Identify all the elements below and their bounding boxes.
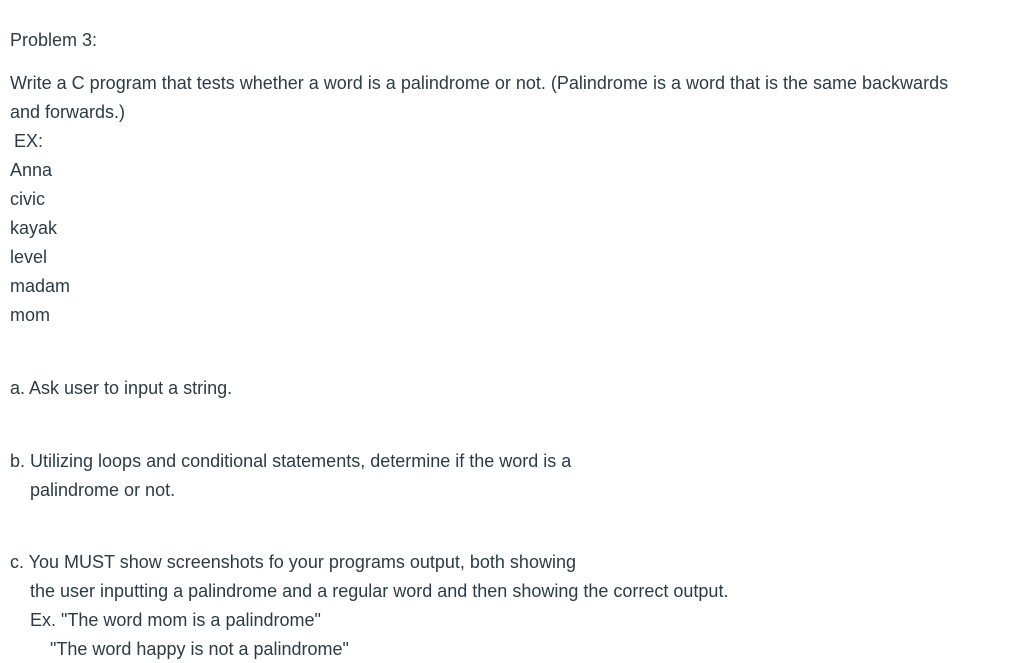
part-c-line-2: the user inputting a palindrome and a regular word and then showing the correct output. (30, 581, 729, 601)
example-label: EX: (14, 131, 44, 151)
example-word: kayak (10, 218, 58, 238)
part-c-line-3: Ex. "The word mom is a palindrome" (30, 610, 321, 630)
example-word: level (10, 247, 48, 267)
example-word: mom (10, 305, 50, 325)
problem-heading: Problem 3: (10, 30, 98, 50)
part-c-line-1: c. You MUST show screenshots fo your programs output, both showing (10, 552, 576, 572)
example-word: madam (10, 276, 71, 296)
example-word: Anna (10, 160, 53, 180)
description-line-2: and forwards.) (10, 102, 126, 122)
example-word: civic (10, 189, 45, 209)
part-b-line-2: palindrome or not. (30, 480, 176, 500)
part-a: a. Ask user to input a string. (10, 378, 233, 398)
part-b-line-1: b. Utilizing loops and conditional statements, determine if the word is a (10, 451, 572, 471)
description-line-1: Write a C program that tests whether a word is a palindrome or not. (Palindrome is a word that is the same backwards (10, 73, 949, 93)
part-c-line-4: "The word happy is not a palindrome" (50, 639, 349, 659)
